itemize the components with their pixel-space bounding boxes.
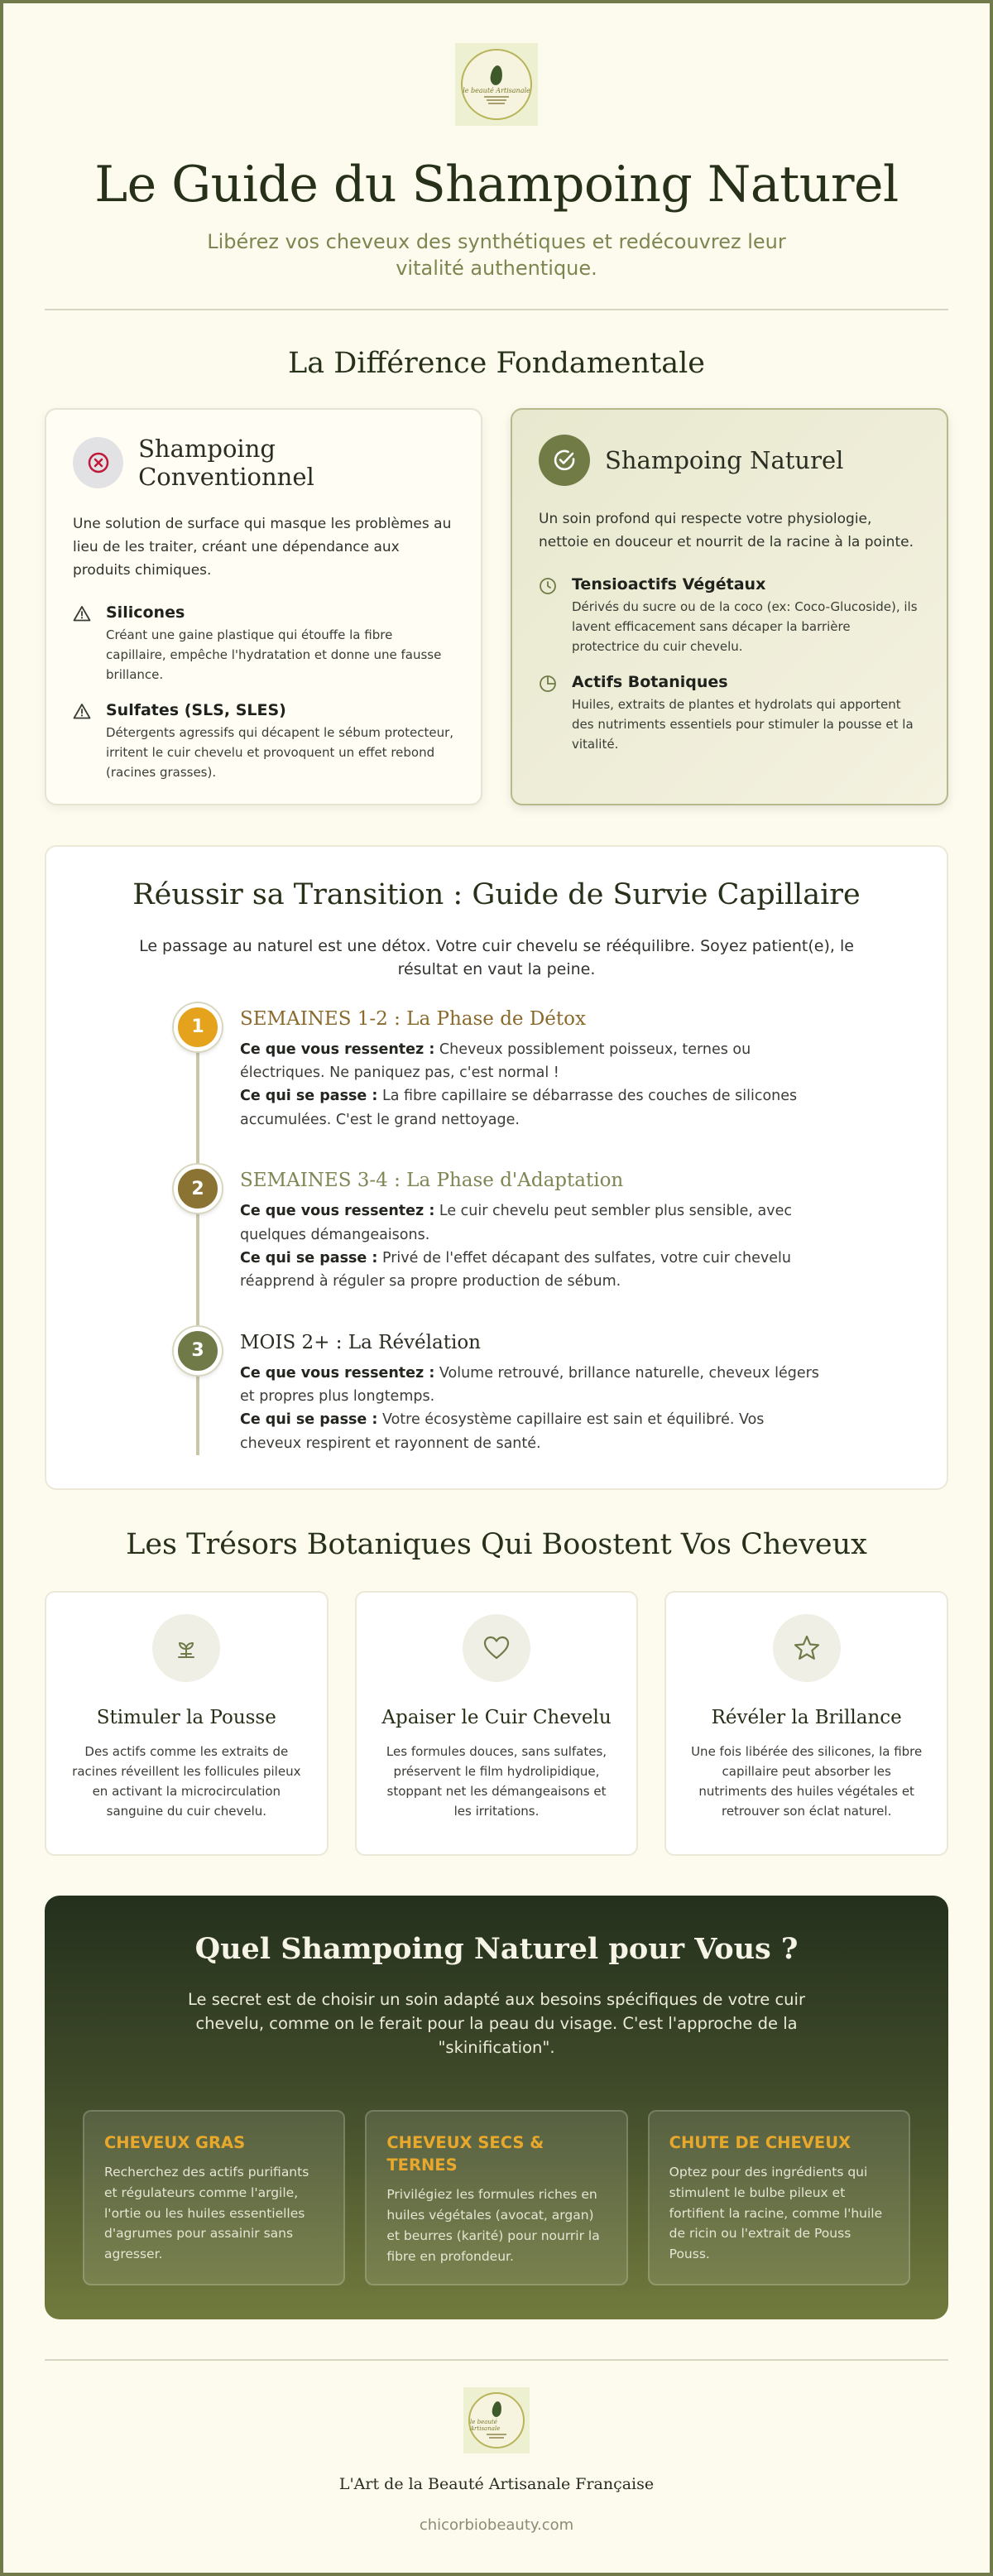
botanical-text: Une fois libérée des silicones, la fibre capillaire peut absorber les nutriments des huiles végétales et retrouver son éclat naturel. — [691, 1743, 923, 1819]
hair-type-text: Optez pour des ingrédients qui stimulent le bulbe pileux et fortifient la racine, comme l'huile de ricin ou l'extrait de Pouss Pouss. — [669, 2164, 883, 2262]
step-happen: La fibre capillaire se débarrasse des couches de silicones accumulées. C'est le grand nettoyage. — [240, 1088, 798, 1128]
footer-website-link[interactable]: chicorbiobeauty.com — [419, 2516, 574, 2534]
selector-intro: Le secret est de choisir un soin adapté aux besoins spécifiques de votre cuir chevelu, comme on le ferait pour la peau du visage. C'est l'approche de la "skinification". — [188, 1989, 805, 2058]
botanicals-title: Les Trésors Botaniques Qui Boostent Vos Cheveux — [126, 1527, 867, 1561]
feature-item — [539, 575, 920, 656]
botanical-card — [45, 1591, 329, 1856]
selector-grid — [83, 2110, 910, 2285]
step-happen: Votre écosystème capillaire est sain et équilibré. Vos cheveux respirent et rayonnent de santé. — [240, 1411, 765, 1452]
comparison-title: La Différence Fondamentale — [287, 346, 706, 380]
step-feel: Le cuir chevelu peut sembler plus sensible, avec quelques démangeaisons. — [240, 1203, 792, 1243]
feature-item — [73, 603, 454, 685]
feel-label: Ce que vous ressentez : — [240, 1364, 435, 1382]
happen-label: Ce qui se passe : — [240, 1088, 378, 1105]
footer-logo — [463, 2387, 530, 2453]
comparison-section — [45, 408, 948, 805]
hair-type-title: CHEVEUX SECS & TERNES — [386, 2132, 544, 2175]
hair-type-card — [83, 2110, 345, 2285]
sprout-icon — [152, 1614, 220, 1682]
step-title: SEMAINES 3-4 : La Phase d'Adaptation — [240, 1170, 624, 1192]
warning-icon — [73, 701, 93, 782]
happen-label: Ce qui se passe : — [240, 1411, 378, 1429]
transition-section — [45, 845, 948, 1490]
heart-icon — [463, 1614, 530, 1682]
feature-name: Silicones — [106, 603, 185, 622]
pie-chart-icon — [539, 673, 559, 754]
leaf-icon — [489, 65, 503, 86]
leaf-icon — [491, 2401, 502, 2418]
leaf-circle-icon — [539, 575, 559, 656]
footer-divider — [45, 2359, 948, 2361]
logo-text: le beauté Artisanale — [463, 86, 530, 94]
botanical-text: Les formules douces, sans sulfates, préservent le film hydrolipidique, stoppant net les démangeaisons et les irritations. — [386, 1743, 607, 1819]
step-happen: Privé de l'effet décapant des sulfates, votre cuir chevelu réapprend à réguler sa propre production de sébum. — [240, 1249, 791, 1290]
natural-title: Shampoing Naturel — [605, 445, 844, 474]
conventional-description: Une solution de surface qui masque les problèmes au lieu de les traiter, créant une dépendance aux produits chimiques. — [73, 515, 452, 579]
timeline-step — [191, 1170, 819, 1293]
botanicals-grid — [45, 1591, 948, 1856]
warning-icon — [73, 603, 93, 685]
botanical-title: Stimuler la Pousse — [96, 1706, 276, 1728]
logo-text: le beauté Artisanale — [470, 2419, 501, 2433]
step-title: SEMAINES 1-2 : La Phase de Détox — [240, 1007, 586, 1030]
feature-text: Dérivés du sucre ou de la coco (ex: Coco-Glucoside), ils lavent efficacement sans décaper la barrière protectrice du cuir chevelu. — [572, 598, 918, 654]
transition-intro: Le passage au naturel est une détox. Votre cuir chevelu se rééquilibre. Soyez patient(e), le résultat en vaut la peine. — [139, 936, 854, 979]
divider — [45, 309, 948, 310]
feature-item — [73, 701, 454, 782]
step-feel: Volume retrouvé, brillance naturelle, cheveux légers et propres plus longtemps. — [240, 1364, 819, 1405]
hair-type-text: Privilégiez les formules riches en huiles végétales (avocat, argan) et beurres (karité) pour nourrir la fibre en profondeur. — [386, 2187, 600, 2264]
hair-type-text: Recherchez des actifs purifiants et régulateurs comme l'argile, l'ortie ou les huiles essentielles d'agrumes pour assainir sans agresser. — [104, 2164, 309, 2262]
page-title: Le Guide du Shampoing Naturel — [94, 156, 899, 214]
feature-name: Tensioactifs Végétaux — [572, 574, 766, 594]
feel-label: Ce que vous ressentez : — [240, 1203, 435, 1220]
feature-item — [539, 673, 920, 754]
shampoo-selector-section — [45, 1896, 948, 2319]
botanical-title: Apaiser le Cuir Chevelu — [381, 1706, 612, 1728]
feature-name: Sulfates (SLS, SLES) — [106, 700, 286, 719]
botanical-card — [355, 1591, 639, 1856]
timeline — [174, 1008, 819, 1455]
botanical-text: Des actifs comme les extraits de racines réveillent les follicules pileux en activant la microcirculation sanguine du cuir chevelu. — [72, 1743, 301, 1819]
botanical-card — [664, 1591, 948, 1856]
feature-text: Huiles, extraits de plantes et hydrolats qui apportent des nutriments essentiels pour stimuler la pousse et la vitalité. — [572, 696, 914, 752]
natural-card — [511, 408, 948, 805]
hair-type-title: CHEVEUX GRAS — [104, 2132, 246, 2152]
hair-type-card — [365, 2110, 627, 2285]
footer-tagline: L'Art de la Beauté Artisanale Française — [338, 2474, 655, 2493]
feature-text: Détergents agressifs qui décapent le sébum protecteur, irritent le cuir chevelu et provoquent un effet rebond (racines grasses). — [106, 724, 454, 780]
botanical-title: Révéler la Brillance — [711, 1706, 902, 1728]
x-circle-icon — [73, 437, 123, 488]
hair-type-card — [648, 2110, 910, 2285]
check-circle-icon — [539, 435, 590, 486]
timeline-step — [191, 1331, 819, 1455]
conventional-card — [45, 408, 482, 805]
feature-name: Actifs Botaniques — [572, 672, 728, 691]
transition-title: Réussir sa Transition : Guide de Survie Capillaire — [132, 877, 861, 911]
selector-title: Quel Shampoing Naturel pour Vous ? — [194, 1931, 799, 1966]
star-icon — [773, 1614, 841, 1682]
feature-text: Créant une gaine plastique qui étouffe la fibre capillaire, empêche l'hydratation et donne une fausse brillance. — [106, 627, 442, 682]
step-number-badge: 2 — [174, 1165, 222, 1213]
timeline-line — [196, 1025, 199, 1455]
brand-logo — [455, 43, 538, 126]
feel-label: Ce que vous ressentez : — [240, 1040, 435, 1058]
page-subtitle: Libérez vos cheveux des synthétiques et redécouvrez leur vitalité authentique. — [207, 230, 786, 281]
step-feel: Cheveux possiblement poisseux, ternes ou électriques. Ne paniquez pas, c'est normal ! — [240, 1040, 751, 1082]
happen-label: Ce qui se passe : — [240, 1249, 378, 1266]
timeline-step — [191, 1007, 819, 1132]
natural-description: Un soin profond qui respecte votre physiologie, nettoie en douceur et nourrit de la racine à la pointe. — [539, 510, 914, 550]
step-number-badge: 1 — [174, 1003, 222, 1051]
hair-type-title: CHUTE DE CHEVEUX — [669, 2132, 851, 2152]
step-title: MOIS 2+ : La Révélation — [240, 1331, 481, 1353]
step-number-badge: 3 — [174, 1327, 222, 1375]
conventional-title: Shampoing Conventionnel — [138, 434, 314, 491]
